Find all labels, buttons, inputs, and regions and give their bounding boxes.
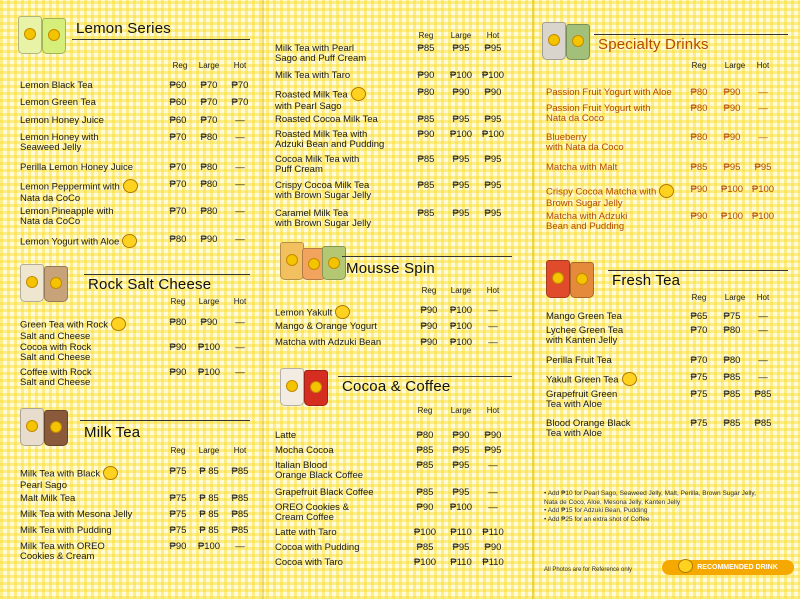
price-reg: ₱90: [416, 502, 434, 513]
photo-disclaimer: All Photos are for Reference only: [544, 567, 633, 573]
price-hot: —: [235, 317, 245, 328]
price-large: ₱100: [449, 321, 473, 332]
rock-salt-photo: [18, 262, 74, 302]
size-large: Large: [198, 61, 220, 70]
price-reg: ₱75: [169, 466, 187, 477]
price-hot: —: [235, 342, 245, 353]
item-name: Latte with Taro: [275, 527, 337, 538]
item-name: Cocoa with Rock Salt and Cheese: [20, 342, 92, 363]
section-title: Fresh Tea: [612, 272, 681, 289]
price-hot: ₱110: [482, 527, 504, 538]
price-hot: ₱85: [754, 389, 772, 400]
recommended-badge-icon: [103, 466, 118, 480]
menu-column-3: [534, 0, 800, 599]
section-title: Lemon Series: [76, 20, 171, 37]
size-hot: Hot: [486, 406, 500, 415]
price-reg: ₱80: [169, 234, 187, 245]
price-reg: ₱85: [417, 208, 435, 219]
milk-tea-photo: [18, 406, 74, 446]
price-large: ₱80: [200, 162, 218, 173]
item-name: Crispy Cocoa Milk Tea with Brown Sugar Jelly: [275, 180, 372, 201]
item-name: Lychee Green Tea with Kanten Jelly: [546, 325, 624, 346]
recommended-badge-icon: [123, 179, 138, 193]
price-hot: —: [758, 103, 768, 114]
item-name: Mango Green Tea: [546, 311, 622, 322]
price-large: ₱100: [449, 129, 473, 140]
price-reg: ₱85: [416, 487, 434, 498]
price-reg: ₱80: [417, 87, 435, 98]
specialty-photo: [540, 20, 596, 60]
item-name: Passion Fruit Yogurt with Nata da Coco: [546, 103, 651, 124]
item-name: Blood Orange Black Tea with Aloe: [546, 418, 631, 439]
section-title: Specialty Drinks: [598, 36, 709, 53]
divider-line: [72, 39, 250, 40]
item-name: Cocoa with Pudding: [275, 542, 360, 553]
divider-line: [342, 256, 512, 257]
price-reg: ₱85: [416, 460, 434, 471]
price-large: ₱95: [452, 114, 470, 125]
price-hot: —: [235, 179, 245, 190]
item-name: Cocoa with Taro: [275, 557, 343, 568]
item-name: Perilla Fruit Tea: [546, 355, 612, 366]
price-reg: ₱90: [417, 70, 435, 81]
price-hot: —: [488, 337, 498, 348]
item-name: Milk Tea with Black Pearl Sago: [20, 467, 118, 491]
price-reg: ₱80: [690, 132, 708, 143]
price-reg: ₱90: [690, 211, 708, 222]
price-reg: ₱90: [690, 184, 708, 195]
price-reg: ₱70: [169, 206, 187, 217]
price-reg: ₱70: [690, 355, 708, 366]
price-hot: —: [235, 367, 245, 378]
size-hot: Hot: [233, 446, 247, 455]
price-large: ₱80: [200, 179, 218, 190]
price-hot: ₱100: [751, 184, 775, 195]
price-hot: ₱70: [231, 97, 249, 108]
size-large: Large: [450, 406, 472, 415]
item-name: Mango & Orange Yogurt: [275, 321, 377, 332]
price-large: ₱85: [723, 389, 741, 400]
price-large: ₱80: [723, 325, 741, 336]
item-name: Perilla Lemon Honey Juice: [20, 162, 134, 173]
note-line: • Add ₱25 for an extra shot of Coffee: [544, 515, 650, 523]
size-hot: Hot: [756, 61, 770, 70]
price-reg: ₱75: [690, 389, 708, 400]
section-title: Rock Salt Cheese: [88, 276, 212, 293]
price-reg: ₱70: [169, 179, 187, 190]
price-reg: ₱60: [169, 80, 187, 91]
price-reg: ₱75: [690, 418, 708, 429]
price-large: ₱90: [452, 87, 470, 98]
price-large: ₱ 85: [199, 466, 219, 477]
price-hot: ₱70: [231, 80, 249, 91]
item-name: Lemon Honey with Seaweed Jelly: [20, 132, 99, 153]
recommended-badge-icon: [659, 184, 674, 198]
price-reg: ₱85: [416, 445, 434, 456]
price-large: ₱100: [197, 367, 221, 378]
legend-label: RECOMMENDED DRINK: [697, 564, 778, 571]
price-reg: ₱100: [413, 527, 437, 538]
note-line: • Add ₱15 for Adzuki Bean, Pudding: [544, 507, 648, 514]
add-on-notes: [544, 490, 794, 524]
price-hot: ₱85: [754, 418, 772, 429]
price-large: ₱80: [200, 206, 218, 217]
item-name: Milk Tea with OREO Cookies & Cream: [20, 541, 105, 562]
price-large: ₱100: [720, 184, 744, 195]
item-name: Malt Milk Tea: [20, 493, 76, 504]
price-hot: ₱85: [231, 509, 249, 520]
price-large: ₱100: [197, 342, 221, 353]
item-name: Matcha with Malt: [546, 162, 618, 173]
size-large: Large: [724, 293, 746, 302]
price-large: ₱ 85: [199, 493, 219, 504]
price-reg: ₱75: [690, 372, 708, 383]
price-reg: ₱85: [417, 180, 435, 191]
price-reg: ₱90: [169, 541, 187, 552]
size-reg: Reg: [691, 61, 707, 70]
size-hot: Hot: [233, 297, 247, 306]
cocoa-coffee-photo: [278, 366, 334, 406]
menu-column-1: [0, 0, 262, 599]
price-reg: ₱90: [169, 342, 187, 353]
price-large: ₱90: [723, 87, 741, 98]
price-large: ₱95: [452, 542, 470, 553]
price-hot: ₱90: [484, 87, 502, 98]
price-hot: —: [758, 311, 768, 322]
price-reg: ₱85: [417, 114, 435, 125]
divider-line: [594, 34, 788, 35]
price-hot: —: [758, 355, 768, 366]
price-large: ₱110: [450, 527, 472, 538]
price-large: ₱70: [200, 115, 218, 126]
price-large: ₱90: [723, 103, 741, 114]
price-large: ₱90: [200, 317, 218, 328]
section-title: Cocoa & Coffee: [342, 378, 451, 395]
divider-line: [338, 376, 512, 377]
section-title: Milk Tea: [84, 424, 141, 441]
price-large: ₱95: [452, 154, 470, 165]
price-reg: ₱85: [690, 162, 708, 173]
price-large: ₱95: [452, 487, 470, 498]
price-reg: ₱90: [420, 305, 438, 316]
size-large: Large: [198, 297, 220, 306]
price-reg: ₱80: [690, 87, 708, 98]
price-large: ₱110: [450, 557, 472, 568]
price-large: ₱75: [723, 311, 741, 322]
size-reg: Reg: [170, 297, 186, 306]
fresh-tea-photo: [544, 258, 600, 298]
item-name: Roasted Cocoa Milk Tea: [275, 114, 378, 125]
price-reg: ₱90: [417, 129, 435, 140]
price-reg: ₱65: [690, 311, 708, 322]
price-reg: ₱80: [169, 317, 187, 328]
price-large: ₱90: [723, 132, 741, 143]
item-name: Crispy Cocoa Matcha with Brown Sugar Jelly: [546, 185, 674, 209]
price-hot: ₱90: [484, 430, 502, 441]
item-name: Coffee with Rock Salt and Cheese: [20, 367, 92, 388]
item-name: Lemon Pineapple with Nata da CoCo: [20, 206, 114, 227]
price-hot: ₱95: [754, 162, 772, 173]
divider-line: [608, 270, 788, 271]
price-large: ₱ 85: [199, 525, 219, 536]
item-name: Lemon Green Tea: [20, 97, 96, 108]
item-name: Green Tea with Rock Salt and Cheese: [20, 318, 126, 342]
price-reg: ₱100: [413, 557, 437, 568]
price-hot: ₱85: [231, 493, 249, 504]
recommended-badge-icon: [622, 372, 637, 386]
price-hot: —: [235, 234, 245, 245]
price-large: ₱100: [449, 305, 473, 316]
size-hot: Hot: [756, 293, 770, 302]
price-hot: ₱90: [484, 542, 502, 553]
item-name: Matcha with Adzuki Bean: [275, 337, 382, 348]
price-hot: —: [488, 502, 498, 513]
price-large: ₱95: [452, 208, 470, 219]
price-hot: ₱85: [231, 525, 249, 536]
price-large: ₱100: [720, 211, 744, 222]
menu-column-2: [264, 0, 532, 599]
price-hot: —: [488, 487, 498, 498]
item-name: Italian Blood Orange Black Coffee: [275, 460, 364, 481]
item-name: Mocha Cocoa: [275, 445, 334, 456]
price-hot: ₱100: [751, 211, 775, 222]
price-hot: ₱85: [231, 466, 249, 477]
price-reg: ₱60: [169, 97, 187, 108]
item-name: Lemon Honey Juice: [20, 115, 104, 126]
price-large: ₱95: [452, 460, 470, 471]
price-large: ₱90: [452, 430, 470, 441]
price-hot: —: [758, 372, 768, 383]
price-large: ₱80: [200, 132, 218, 143]
price-reg: ₱75: [169, 509, 187, 520]
price-hot: ₱100: [481, 70, 505, 81]
price-hot: —: [235, 206, 245, 217]
recommended-badge-icon: [122, 234, 137, 248]
price-hot: —: [235, 541, 245, 552]
size-reg: Reg: [417, 406, 433, 415]
price-reg: ₱85: [416, 542, 434, 553]
price-reg: ₱90: [420, 321, 438, 332]
size-reg: Reg: [172, 61, 188, 70]
price-reg: ₱60: [169, 115, 187, 126]
price-large: ₱95: [452, 43, 470, 54]
item-name: Yakult Green Tea: [546, 373, 637, 387]
price-hot: —: [758, 325, 768, 336]
price-hot: —: [235, 132, 245, 143]
price-large: ₱100: [449, 70, 473, 81]
size-large: Large: [450, 31, 472, 40]
recommended-badge-icon: [111, 317, 126, 331]
price-hot: ₱95: [484, 180, 502, 191]
recommended-drink-legend: [662, 560, 794, 575]
price-hot: —: [235, 115, 245, 126]
size-large: Large: [198, 446, 220, 455]
size-large: Large: [724, 61, 746, 70]
price-hot: —: [488, 321, 498, 332]
price-hot: —: [758, 87, 768, 98]
divider-line: [84, 274, 250, 275]
price-hot: ₱95: [484, 208, 502, 219]
price-reg: ₱70: [690, 325, 708, 336]
item-name: Roasted Milk Tea with Pearl Sago: [275, 88, 366, 112]
price-large: ₱70: [200, 80, 218, 91]
price-reg: ₱70: [169, 162, 187, 173]
item-name: Grapefruit Green Tea with Aloe: [546, 389, 618, 410]
item-name: Blueberry with Nata da Coco: [546, 132, 624, 153]
price-reg: ₱85: [417, 43, 435, 54]
size-hot: Hot: [233, 61, 247, 70]
item-name: Matcha with Adzuki Bean and Pudding: [546, 211, 628, 232]
recommended-badge-icon: [335, 305, 350, 319]
price-hot: ₱95: [484, 445, 502, 456]
mousse-photo: [278, 240, 342, 280]
item-name: Grapefruit Black Coffee: [275, 487, 374, 498]
price-large: ₱90: [200, 234, 218, 245]
price-hot: ₱95: [484, 154, 502, 165]
recommended-badge-icon: [678, 559, 693, 573]
size-reg: Reg: [421, 286, 437, 295]
size-hot: Hot: [486, 31, 500, 40]
price-large: ₱95: [452, 180, 470, 191]
price-large: ₱85: [723, 372, 741, 383]
item-name: Caramel Milk Tea with Brown Sugar Jelly: [275, 208, 372, 229]
note-line: Nata de Coco, Aloe, Mesona Jelly, Kanten Jelly: [544, 498, 681, 506]
price-large: ₱ 85: [199, 509, 219, 520]
item-name: Roasted Milk Tea with Adzuki Bean and Pudding: [275, 129, 385, 150]
price-large: ₱100: [449, 337, 473, 348]
price-reg: ₱75: [169, 525, 187, 536]
item-name: Lemon Peppermint with Nata da CoCo: [20, 180, 138, 204]
item-name: Milk Tea with Pudding: [20, 525, 112, 536]
recommended-badge-icon: [351, 87, 366, 101]
price-large: ₱70: [200, 97, 218, 108]
price-reg: ₱70: [169, 132, 187, 143]
item-name: Lemon Black Tea: [20, 80, 93, 91]
price-reg: ₱80: [690, 103, 708, 114]
note-line: • Add ₱10 for Pearl Sago, Seaweed Jelly, Malt, Perilla, Brown Sugar Jelly,: [544, 490, 756, 497]
price-large: ₱95: [723, 162, 741, 173]
price-large: ₱85: [723, 418, 741, 429]
size-reg: Reg: [170, 446, 186, 455]
price-large: ₱80: [723, 355, 741, 366]
price-hot: —: [488, 460, 498, 471]
price-reg: ₱80: [416, 430, 434, 441]
price-hot: ₱100: [481, 129, 505, 140]
item-name: Latte: [275, 430, 297, 441]
item-name: Lemon Yogurt with Aloe: [20, 235, 137, 249]
size-reg: Reg: [418, 31, 434, 40]
item-name: OREO Cookies & Cream Coffee: [275, 502, 349, 523]
price-large: ₱100: [449, 502, 473, 513]
price-hot: —: [235, 162, 245, 173]
item-name: Milk Tea with Pearl Sago and Puff Cream: [275, 43, 367, 64]
size-reg: Reg: [691, 293, 707, 302]
item-name: Lemon Yakult: [275, 306, 350, 320]
lemon-drinks-photo: [16, 14, 72, 54]
size-large: Large: [450, 286, 472, 295]
item-name: Milk Tea with Taro: [275, 70, 351, 81]
price-large: ₱95: [452, 445, 470, 456]
price-reg: ₱90: [420, 337, 438, 348]
price-hot: ₱95: [484, 114, 502, 125]
section-title: Mousse Spin: [346, 260, 435, 277]
price-hot: ₱95: [484, 43, 502, 54]
item-name: Milk Tea with Mesona Jelly: [20, 509, 133, 520]
item-name: Passion Fruit Yogurt with Aloe: [546, 87, 672, 98]
size-hot: Hot: [486, 286, 500, 295]
price-hot: ₱110: [482, 557, 504, 568]
price-reg: ₱85: [417, 154, 435, 165]
price-reg: ₱90: [169, 367, 187, 378]
price-hot: —: [488, 305, 498, 316]
price-hot: —: [758, 132, 768, 143]
divider-line: [80, 420, 250, 421]
price-large: ₱100: [197, 541, 221, 552]
item-name: Cocoa Milk Tea with Puff Cream: [275, 154, 360, 175]
price-reg: ₱75: [169, 493, 187, 504]
